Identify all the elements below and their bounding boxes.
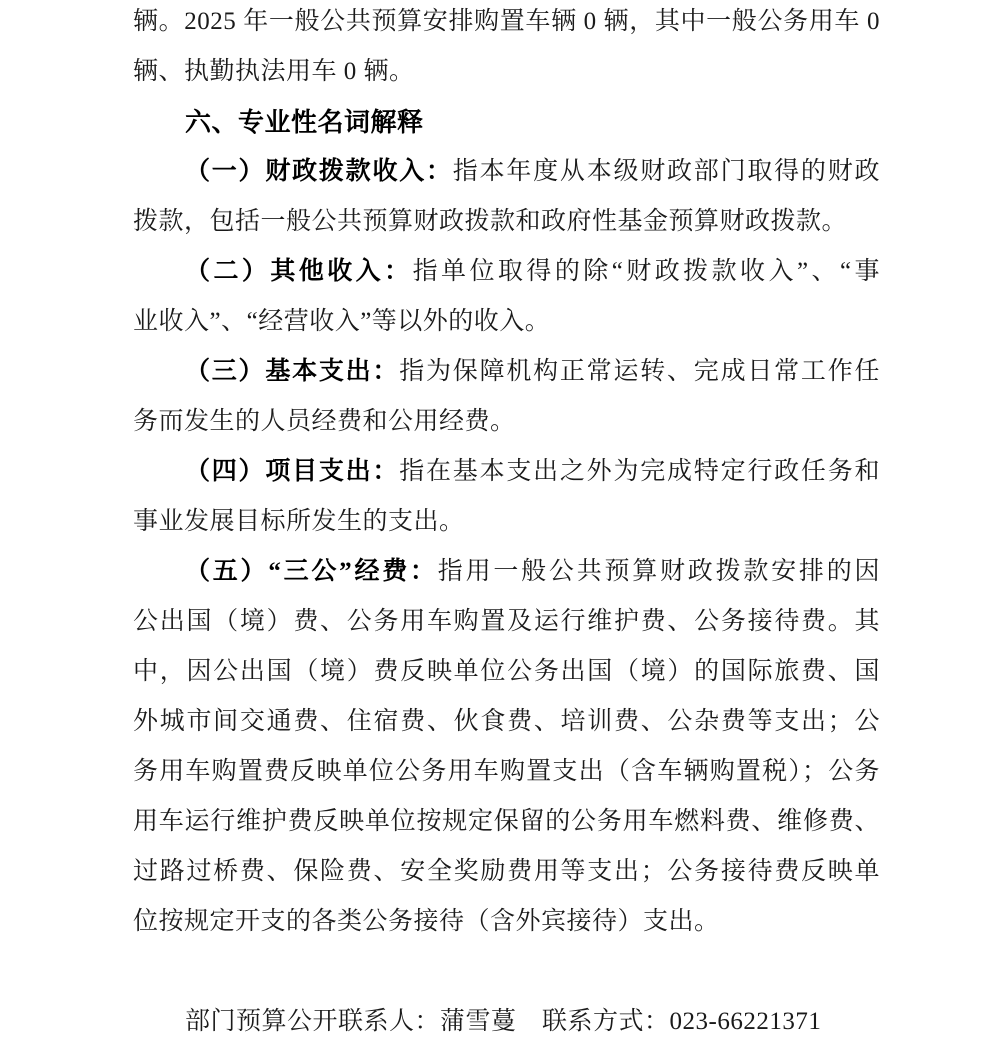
term-5-line-1 (133, 547, 880, 597)
term-5-definition-start: 指用一般公共预算财政拨款安排的因 (437, 558, 880, 585)
budget-document-body (133, 0, 880, 1047)
term-5-line-8: 位按规定开支的各类公务接待（含外宾接待）支出。 (133, 908, 720, 935)
term-5-line-5: 务用车购置费反映单位公务用车购置支出（含车辆购置税）；公务 (133, 758, 880, 785)
term-2-definition-start: 指单位取得的除“财政拨款收入”、“事 (412, 258, 880, 285)
term-2-label: （二）其他收入： (185, 258, 413, 285)
term-5-line-3: 中，因公出国（境）费反映单位公务出国（境）的国际旅费、国 (133, 658, 880, 685)
term-2-line-1 (133, 247, 880, 297)
term-4-line-1 (133, 447, 880, 497)
term-3-definition-start: 指为保障机构正常运转、完成日常工作任 (399, 358, 880, 385)
term-1-line-2: 拨款，包括一般公共预算财政拨款和政府性基金预算财政拨款。 (133, 208, 848, 235)
term-2-line-2: 业收入”、“经营收入”等以外的收入。 (133, 308, 551, 335)
term-1-line-1 (133, 147, 880, 197)
vehicle-paragraph-line-1: 辆。2025 年一般公共预算安排购置车辆 0 辆，其中一般公务用车 0 (133, 8, 880, 35)
section-heading-terminology: 六、专业性名词解释 (185, 107, 424, 137)
term-1-definition-start: 指本年度从本级财政部门取得的财政 (452, 158, 880, 185)
term-4-definition-start: 指在基本支出之外为完成特定行政任务和 (399, 458, 880, 485)
vehicle-paragraph-line-2: 辆、执勤执法用车 0 辆。 (133, 58, 415, 85)
term-3-label: （三）基本支出： (185, 358, 400, 385)
term-5-line-6: 用车运行维护费反映单位按规定保留的公务用车燃料费、维修费、 (133, 808, 880, 835)
term-3-line-1 (133, 347, 880, 397)
term-4-label: （四）项目支出： (185, 458, 400, 485)
term-1-label: （一）财政拨款收入： (185, 158, 453, 185)
term-5-line-7: 过路过桥费、保险费、安全奖励费用等支出；公务接待费反映单 (133, 858, 880, 885)
blank-line (133, 947, 880, 997)
term-3-line-2: 务而发生的人员经费和公用经费。 (133, 408, 516, 435)
term-5-line-4: 外城市间交通费、住宿费、伙食费、培训费、公杂费等支出；公 (133, 708, 880, 735)
contact-info-line: 部门预算公开联系人：蒲雪蔓 联系方式：023-66221371 (185, 1008, 822, 1035)
term-4-line-2: 事业发展目标所发生的支出。 (133, 508, 465, 535)
term-5-label: （五）“三公”经费： (185, 558, 438, 585)
term-5-line-2: 公出国（境）费、公务用车购置及运行维护费、公务接待费。其 (133, 608, 880, 635)
